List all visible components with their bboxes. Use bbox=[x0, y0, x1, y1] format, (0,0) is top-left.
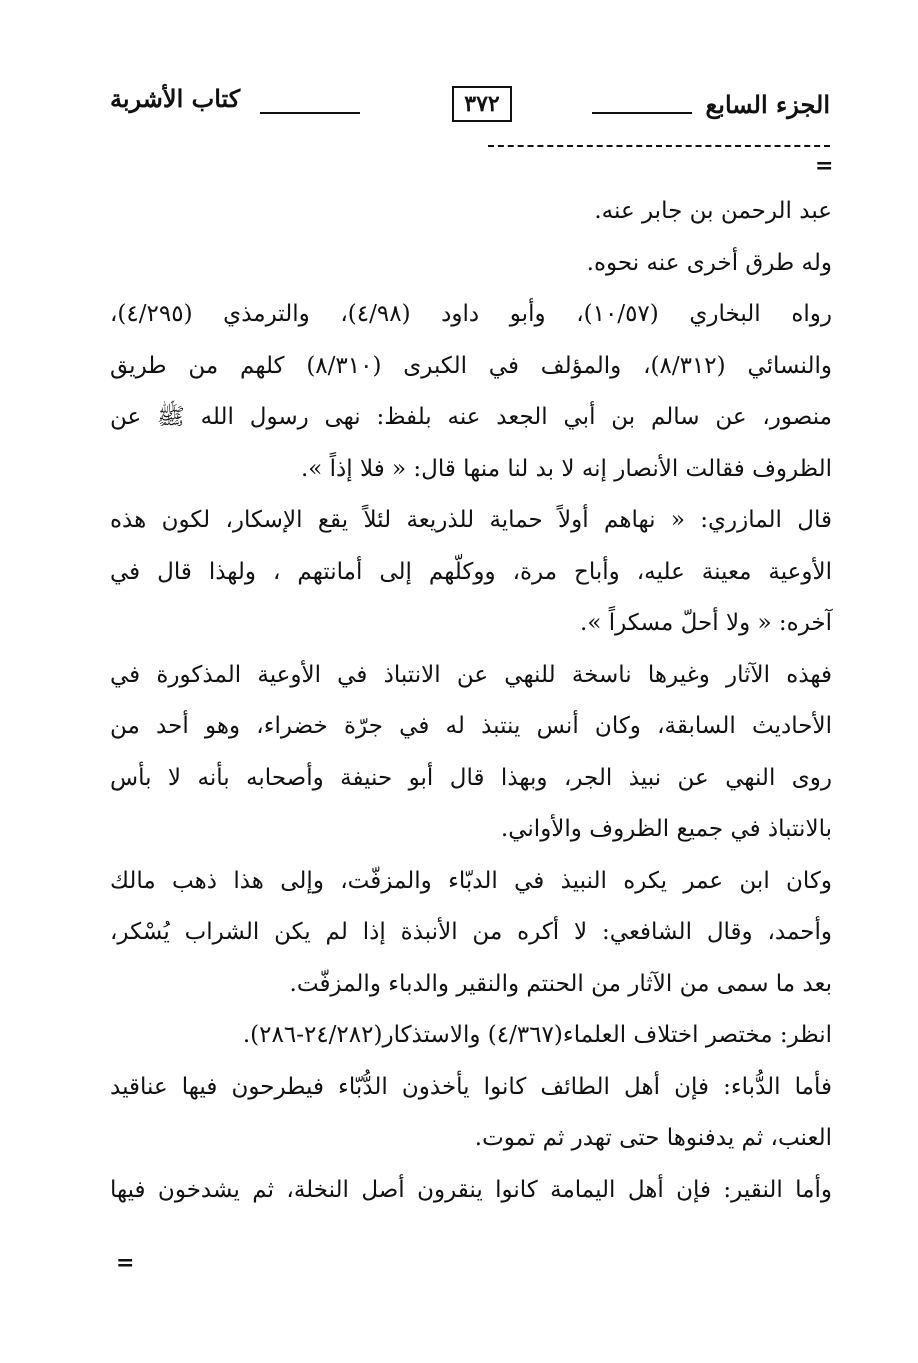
header-dashed-rule bbox=[488, 145, 830, 147]
page-number: ٣٧٢ bbox=[452, 86, 512, 122]
text-line: فهذه الآثار وغيرها ناسخة للنهي عن الانتباذ في الأوعية المذكورة في bbox=[110, 661, 832, 688]
text-line: قال المازري: « نهاهم أولاً حماية للذريعة لئلاً يقع الإسكار، لكون هذه bbox=[110, 507, 832, 533]
text-line: الأوعية معينة عليه، وأباح مرة، ووكلّهم إلى أمانتهم ، ولهذا قال في bbox=[110, 558, 832, 585]
text-line: الأحاديث السابقة، وكان أنس ينتبذ له في جرّة خضراء، وهو أحد من bbox=[110, 713, 832, 739]
page-header bbox=[100, 72, 830, 132]
continuation-mark-bottom: = bbox=[116, 1250, 135, 1276]
text-line: منصور، عن سالم بن أبي الجعد عنه بلفظ: نهى رسول الله ﷺ عن bbox=[110, 404, 832, 430]
page-body bbox=[110, 186, 832, 1216]
header-rule-left bbox=[260, 112, 360, 114]
text-line: آخره: « ولا أحلّ مسكراً ». bbox=[580, 610, 832, 636]
text-line: بعد ما سمى من الآثار من الحنتم والنقير والدباء والمزفّت. bbox=[289, 970, 832, 997]
text-line: وأحمد، وقال الشافعي: لا أكره من الأنبذة إذا لم يكن الشراب يُسْكر، bbox=[110, 919, 832, 945]
text-line: بالانتباذ في جميع الظروف والأواني. bbox=[500, 816, 832, 842]
text-line: وكان ابن عمر يكره النبيذ في الدبّاء والمزفّت، وإلى هذا ذهب مالك bbox=[110, 867, 832, 894]
text-line: عبد الرحمن بن جابر عنه. bbox=[594, 198, 832, 224]
text-line: والنسائي (٨/٣١٢)، والمؤلف في الكبرى (٨/٣١٠) كلهم من طريق bbox=[110, 352, 833, 379]
text-line: وأما النقير: فإن أهل اليمامة كانوا ينقرون أصل النخلة، ثم يشدخون فيها bbox=[110, 1176, 832, 1203]
text-line: فأما الدُّباء: فإن أهل الطائف كانوا يأخذون الدُّبّاء فيطرحون فيها عناقيد bbox=[110, 1073, 832, 1100]
text-line: الظروف فقالت الأنصار إنه لا بد لنا منها قال: « فلا إذاً ». bbox=[300, 455, 832, 482]
book-title: كتاب الأشربة bbox=[110, 84, 241, 113]
continuation-mark-top: = bbox=[815, 153, 834, 179]
text-line: انظر: مختصر اختلاف العلماء(٤/٣٦٧) والاستذكار(٢٤/٢٨٢-٢٨٦). bbox=[242, 1022, 832, 1048]
text-line: رواه البخاري (١٠/٥٧)، وأبو داود (٤/٩٨)، والترمذي (٤/٢٩٥)، bbox=[110, 301, 832, 327]
volume-label: الجزء السابع bbox=[705, 90, 830, 119]
text-line: العنب، ثم يدفنوها حتى تهدر ثم تموت. bbox=[474, 1125, 832, 1151]
text-line: روى النهي عن نبيذ الجر، وبهذا قال أبو حنيفة وأصحابه بأنه لا بأس bbox=[110, 764, 832, 791]
text-line: وله طرق أخرى عنه نحوه. bbox=[586, 249, 832, 276]
header-rule-right bbox=[592, 112, 692, 114]
